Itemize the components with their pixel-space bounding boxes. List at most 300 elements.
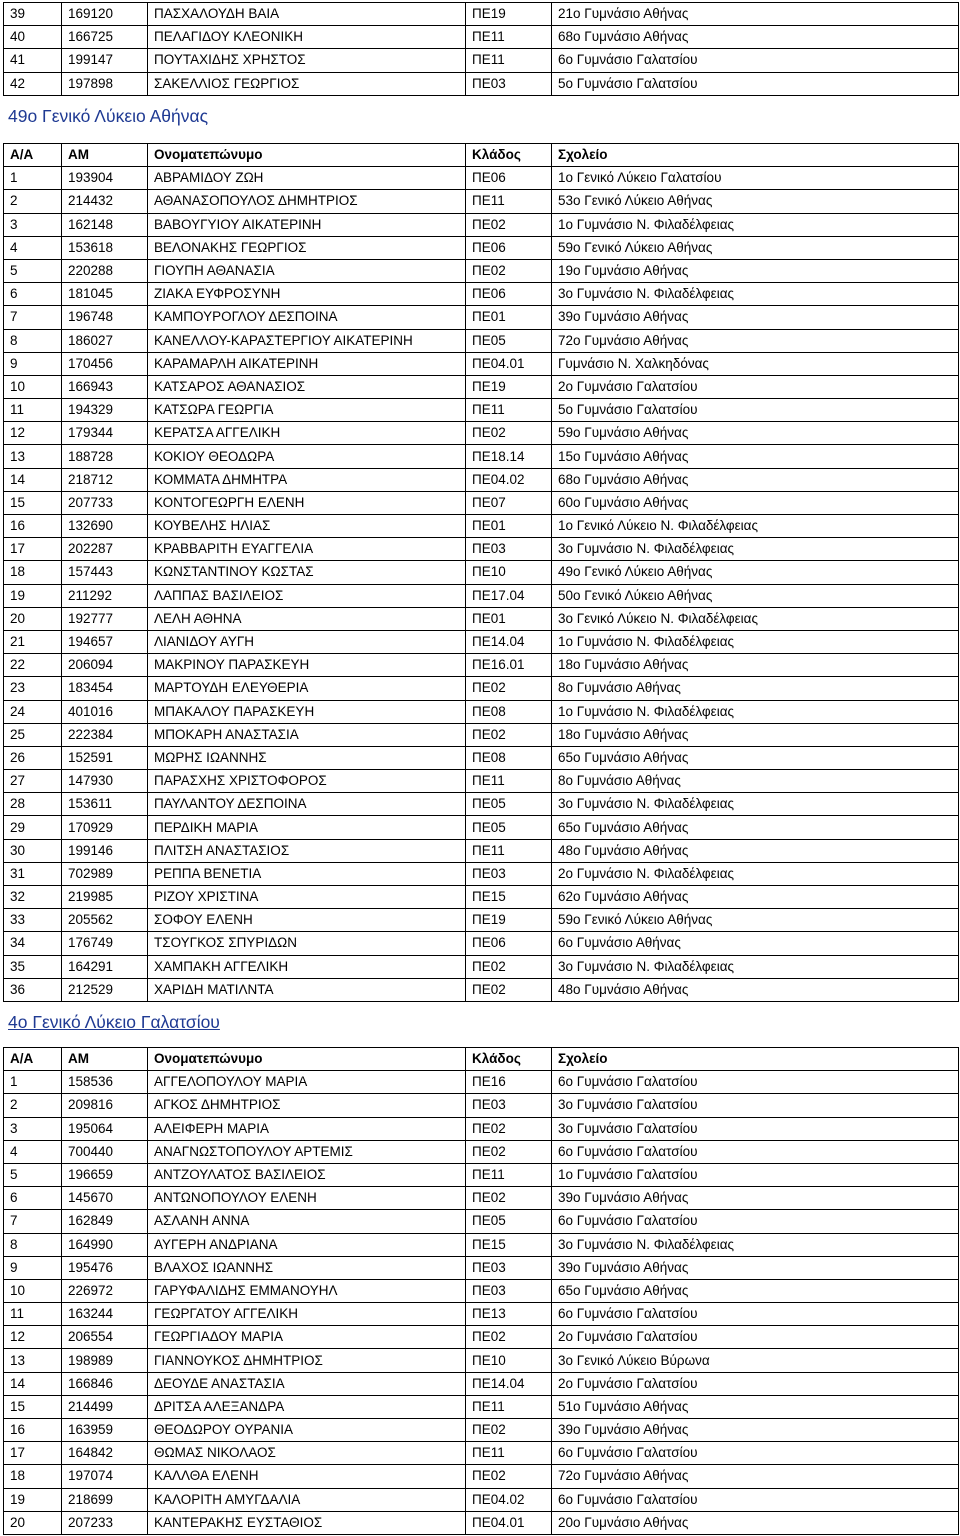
- cell-specialty: ΠΕ11: [466, 1395, 552, 1418]
- cell-school: 51ο Γυμνάσιο Αθήνας: [552, 1395, 959, 1418]
- table-row: [4, 1140, 959, 1163]
- cell-full-name: ΑΛΕΙΦΕΡΗ ΜΑΡΙΑ: [148, 1117, 466, 1140]
- cell-am: 170929: [62, 816, 148, 839]
- cell-row-number: 13: [4, 1349, 62, 1372]
- cell-am: 209816: [62, 1094, 148, 1117]
- cell-row-number: 22: [4, 654, 62, 677]
- table-row: [4, 1372, 959, 1395]
- table-row: [4, 1094, 959, 1117]
- cell-specialty: ΠΕ15: [466, 1233, 552, 1256]
- cell-full-name: ΚΑΤΣΩΡΑ ΓΕΩΡΓΙΑ: [148, 399, 466, 422]
- cell-specialty: ΠΕ06: [466, 167, 552, 190]
- table-row: [4, 561, 959, 584]
- cell-am: 132690: [62, 515, 148, 538]
- cell-specialty: ΠΕ16: [466, 1071, 552, 1094]
- cell-full-name: ΤΣΟΥΓΚΟΣ ΣΠΥΡΙΔΩΝ: [148, 932, 466, 955]
- cell-school: 6ο Γυμνάσιο Γαλατσίου: [552, 1303, 959, 1326]
- cell-row-number: 2: [4, 1094, 62, 1117]
- cell-full-name: ΚΟΝΤΟΓΕΩΡΓΗ ΕΛΕΝΗ: [148, 491, 466, 514]
- cell-am: 166846: [62, 1372, 148, 1395]
- header-specialty: Κλάδος: [466, 144, 552, 167]
- cell-school: 39ο Γυμνάσιο Αθήνας: [552, 1187, 959, 1210]
- cell-row-number: 9: [4, 1256, 62, 1279]
- cell-am: 163244: [62, 1303, 148, 1326]
- cell-specialty: ΠΕ03: [466, 72, 552, 95]
- cell-am: 206094: [62, 654, 148, 677]
- cell-school: 6ο Γυμνάσιο Γαλατσίου: [552, 1140, 959, 1163]
- header-specialty: Κλάδος: [466, 1048, 552, 1071]
- cell-am: 195064: [62, 1117, 148, 1140]
- cell-row-number: 36: [4, 978, 62, 1001]
- cell-school: 3ο Γυμνάσιο Γαλατσίου: [552, 1117, 959, 1140]
- cell-specialty: ΠΕ02: [466, 1187, 552, 1210]
- header-school: Σχολείο: [552, 144, 959, 167]
- cell-specialty: ΠΕ19: [466, 909, 552, 932]
- cell-am: 199146: [62, 839, 148, 862]
- table-row: [4, 630, 959, 653]
- cell-row-number: 19: [4, 584, 62, 607]
- cell-specialty: ΠΕ02: [466, 677, 552, 700]
- cell-am: 158536: [62, 1071, 148, 1094]
- cell-am: 197074: [62, 1465, 148, 1488]
- cell-full-name: ΒΛΑΧΟΣ ΙΩΑΝΝΗΣ: [148, 1256, 466, 1279]
- cell-specialty: ΠΕ11: [466, 190, 552, 213]
- table-row: [4, 491, 959, 514]
- cell-full-name: ΑΝΤΖΟΥΛΑΤΟΣ ΒΑΣΙΛΕΙΟΣ: [148, 1163, 466, 1186]
- table-row: [4, 375, 959, 398]
- cell-full-name: ΔΕΟΥΔΕ ΑΝΑΣΤΑΣΙΑ: [148, 1372, 466, 1395]
- cell-am: 211292: [62, 584, 148, 607]
- cell-specialty: ΠΕ02: [466, 1117, 552, 1140]
- cell-specialty: ΠΕ14.04: [466, 630, 552, 653]
- cell-full-name: ΓΑΡΥΦΑΛΙΔΗΣ ΕΜΜΑΝΟΥΗΛ: [148, 1279, 466, 1302]
- cell-specialty: ΠΕ11: [466, 26, 552, 49]
- table-row: [4, 584, 959, 607]
- table-row: [4, 886, 959, 909]
- cell-school: 1ο Γυμνάσιο Ν. Φιλαδέλφειας: [552, 630, 959, 653]
- table-row: [4, 1419, 959, 1442]
- cell-specialty: ΠΕ04.02: [466, 1488, 552, 1511]
- cell-specialty: ΠΕ17.04: [466, 584, 552, 607]
- table-row: [4, 1233, 959, 1256]
- cell-am: 198989: [62, 1349, 148, 1372]
- table-row: [4, 538, 959, 561]
- cell-specialty: ΠΕ02: [466, 1465, 552, 1488]
- cell-school: 62ο Γυμνάσιο Αθήνας: [552, 886, 959, 909]
- cell-school: 48ο Γυμνάσιο Αθήνας: [552, 839, 959, 862]
- section-title-4-lykeio-galatsiou: 4ο Γενικό Λύκειο Γαλατσίου: [8, 1012, 220, 1032]
- cell-specialty: ΠΕ02: [466, 213, 552, 236]
- cell-am: 192777: [62, 607, 148, 630]
- cell-row-number: 14: [4, 1372, 62, 1395]
- cell-school: 6ο Γυμνάσιο Αθήνας: [552, 932, 959, 955]
- cell-row-number: 28: [4, 793, 62, 816]
- cell-row-number: 8: [4, 329, 62, 352]
- table-row: [4, 723, 959, 746]
- cell-row-number: 15: [4, 1395, 62, 1418]
- cell-school: 1ο Γυμνάσιο Ν. Φιλαδέλφειας: [552, 700, 959, 723]
- table-row: [4, 26, 959, 49]
- cell-am: 222384: [62, 723, 148, 746]
- table-row: [4, 909, 959, 932]
- cell-full-name: ΘΩΜΑΣ ΝΙΚΟΛΑΟΣ: [148, 1442, 466, 1465]
- cell-school: 3ο Γυμνάσιο Γαλατσίου: [552, 1094, 959, 1117]
- cell-full-name: ΠΑΣΧΑΛΟΥΔΗ ΒΑΙΑ: [148, 3, 466, 26]
- cell-row-number: 20: [4, 607, 62, 630]
- cell-full-name: ΑΘΑΝΑΣΟΠΟΥΛΟΣ ΔΗΜΗΤΡΙΟΣ: [148, 190, 466, 213]
- table-row: [4, 1442, 959, 1465]
- cell-full-name: ΜΠΑΚΑΛΟΥ ΠΑΡΑΣΚΕΥΗ: [148, 700, 466, 723]
- cell-row-number: 6: [4, 1187, 62, 1210]
- cell-specialty: ΠΕ15: [466, 886, 552, 909]
- cell-specialty: ΠΕ02: [466, 1326, 552, 1349]
- table-row: [4, 955, 959, 978]
- cell-am: 206554: [62, 1326, 148, 1349]
- cell-full-name: ΚΟΥΒΕΛΗΣ ΗΛΙΑΣ: [148, 515, 466, 538]
- cell-full-name: ΜΠΟΚΑΡΗ ΑΝΑΣΤΑΣΙΑ: [148, 723, 466, 746]
- table-row: [4, 654, 959, 677]
- table-row: [4, 190, 959, 213]
- cell-am: 194657: [62, 630, 148, 653]
- table-row: [4, 49, 959, 72]
- cell-full-name: ΛΙΑΝΙΔΟΥ ΑΥΓΗ: [148, 630, 466, 653]
- table-row: [4, 1187, 959, 1210]
- cell-school: 65ο Γυμνάσιο Αθήνας: [552, 746, 959, 769]
- cell-row-number: 35: [4, 955, 62, 978]
- table-row: [4, 3, 959, 26]
- cell-full-name: ΠΕΛΑΓΙΔΟΥ ΚΛΕΟΝΙΚΗ: [148, 26, 466, 49]
- section-title-49-lykeio: 49ο Γενικό Λύκειο Αθήνας: [8, 106, 209, 126]
- section1-table: [3, 143, 959, 1002]
- cell-row-number: 26: [4, 746, 62, 769]
- cell-row-number: 21: [4, 630, 62, 653]
- table-row: [4, 770, 959, 793]
- cell-row-number: 19: [4, 1488, 62, 1511]
- cell-row-number: 34: [4, 932, 62, 955]
- cell-school: 6ο Γυμνάσιο Γαλατσίου: [552, 1071, 959, 1094]
- cell-am: 164990: [62, 1233, 148, 1256]
- table-row: [4, 839, 959, 862]
- cell-am: 166943: [62, 375, 148, 398]
- cell-specialty: ΠΕ10: [466, 561, 552, 584]
- table-row: [4, 1210, 959, 1233]
- cell-specialty: ΠΕ05: [466, 329, 552, 352]
- cell-specialty: ΠΕ07: [466, 491, 552, 514]
- cell-specialty: ΠΕ03: [466, 538, 552, 561]
- cell-school: 68ο Γυμνάσιο Αθήνας: [552, 26, 959, 49]
- cell-row-number: 15: [4, 491, 62, 514]
- cell-full-name: ΠΛΙΤΣΗ ΑΝΑΣΤΑΣΙΟΣ: [148, 839, 466, 862]
- cell-specialty: ΠΕ16.01: [466, 654, 552, 677]
- cell-am: 212529: [62, 978, 148, 1001]
- cell-specialty: ΠΕ11: [466, 49, 552, 72]
- cell-am: 218699: [62, 1488, 148, 1511]
- header-school: Σχολείο: [552, 1048, 959, 1071]
- table-row: [4, 1488, 959, 1511]
- cell-full-name: ΑΓΓΕΛΟΠΟΥΛΟΥ ΜΑΡΙΑ: [148, 1071, 466, 1094]
- cell-row-number: 33: [4, 909, 62, 932]
- table-row: [4, 445, 959, 468]
- cell-am: 199147: [62, 49, 148, 72]
- cell-specialty: ΠΕ05: [466, 816, 552, 839]
- cell-full-name: ΠΕΡΔΙΚΗ ΜΑΡΙΑ: [148, 816, 466, 839]
- cell-full-name: ΧΑΜΠΑΚΗ ΑΓΓΕΛΙΚΗ: [148, 955, 466, 978]
- cell-specialty: ΠΕ19: [466, 375, 552, 398]
- table-row: [4, 1117, 959, 1140]
- cell-am: 153611: [62, 793, 148, 816]
- cell-full-name: ΚΑΝΕΛΛΟΥ-ΚΑΡΑΣΤΕΡΓΙΟΥ ΑΙΚΑΤΕΡΙΝΗ: [148, 329, 466, 352]
- table-row: [4, 1071, 959, 1094]
- cell-row-number: 12: [4, 1326, 62, 1349]
- table-row: [4, 607, 959, 630]
- table-row: [4, 1279, 959, 1302]
- cell-am: 166725: [62, 26, 148, 49]
- header-am: ΑΜ: [62, 1048, 148, 1071]
- cell-am: 207733: [62, 491, 148, 514]
- header-full-name: Ονοματεπώνυμο: [148, 1048, 466, 1071]
- header-row-number: Α/Α: [4, 144, 62, 167]
- cell-row-number: 42: [4, 72, 62, 95]
- cell-specialty: ΠΕ04.01: [466, 1511, 552, 1534]
- cell-am: 700440: [62, 1140, 148, 1163]
- cell-row-number: 17: [4, 538, 62, 561]
- cell-school: 19ο Γυμνάσιο Αθήνας: [552, 259, 959, 282]
- cell-am: 152591: [62, 746, 148, 769]
- cell-row-number: 25: [4, 723, 62, 746]
- table-row: [4, 1163, 959, 1186]
- cell-am: 205562: [62, 909, 148, 932]
- cell-school: 3ο Γυμνάσιο Ν. Φιλαδέλφειας: [552, 793, 959, 816]
- cell-specialty: ΠΕ01: [466, 515, 552, 538]
- cell-full-name: ΠΑΡΑΣΧΗΣ ΧΡΙΣΤΟΦΟΡΟΣ: [148, 770, 466, 793]
- cell-am: 179344: [62, 422, 148, 445]
- cell-school: 3ο Γυμνάσιο Ν. Φιλαδέλφειας: [552, 538, 959, 561]
- cell-row-number: 5: [4, 1163, 62, 1186]
- header-am: ΑΜ: [62, 144, 148, 167]
- cell-am: 219985: [62, 886, 148, 909]
- table-row: [4, 515, 959, 538]
- cell-school: 1ο Γενικό Λύκειο Ν. Φιλαδέλφειας: [552, 515, 959, 538]
- cell-am: 163959: [62, 1419, 148, 1442]
- cell-row-number: 12: [4, 422, 62, 445]
- cell-school: 49ο Γενικό Λύκειο Αθήνας: [552, 561, 959, 584]
- cell-full-name: ΚΑΝΤΕΡΑΚΗΣ ΕΥΣΤΑΘΙΟΣ: [148, 1511, 466, 1534]
- cell-school: 39ο Γυμνάσιο Αθήνας: [552, 1256, 959, 1279]
- cell-school: 59ο Γυμνάσιο Αθήνας: [552, 422, 959, 445]
- cell-full-name: ΠΑΥΛΑΝΤΟΥ ΔΕΣΠΟΙΝΑ: [148, 793, 466, 816]
- cell-row-number: 10: [4, 1279, 62, 1302]
- cell-full-name: ΠΟΥΤΑΧΙΔΗΣ ΧΡΗΣΤΟΣ: [148, 49, 466, 72]
- cell-full-name: ΑΒΡΑΜΙΔΟΥ ΖΩΗ: [148, 167, 466, 190]
- table-row: [4, 422, 959, 445]
- cell-specialty: ΠΕ02: [466, 422, 552, 445]
- table-row: [4, 72, 959, 95]
- header-row-number: Α/Α: [4, 1048, 62, 1071]
- cell-am: 170456: [62, 352, 148, 375]
- cell-school: 72ο Γυμνάσιο Αθήνας: [552, 329, 959, 352]
- cell-row-number: 11: [4, 1303, 62, 1326]
- cell-am: 169120: [62, 3, 148, 26]
- cell-row-number: 24: [4, 700, 62, 723]
- cell-row-number: 11: [4, 399, 62, 422]
- cell-school: 65ο Γυμνάσιο Αθήνας: [552, 816, 959, 839]
- cell-school: 15ο Γυμνάσιο Αθήνας: [552, 445, 959, 468]
- section2-table: [3, 1047, 959, 1535]
- cell-specialty: ΠΕ06: [466, 932, 552, 955]
- header-full-name: Ονοματεπώνυμο: [148, 144, 466, 167]
- cell-am: 145670: [62, 1187, 148, 1210]
- cell-am: 214499: [62, 1395, 148, 1418]
- cell-am: 186027: [62, 329, 148, 352]
- cell-row-number: 4: [4, 236, 62, 259]
- cell-school: 59ο Γενικό Λύκειο Αθήνας: [552, 909, 959, 932]
- cell-full-name: ΑΝΤΩΝΟΠΟΥΛΟΥ ΕΛΕΝΗ: [148, 1187, 466, 1210]
- cell-specialty: ΠΕ06: [466, 236, 552, 259]
- cell-row-number: 6: [4, 283, 62, 306]
- cell-full-name: ΜΩΡΗΣ ΙΩΑΝΝΗΣ: [148, 746, 466, 769]
- cell-row-number: 41: [4, 49, 62, 72]
- table-row: [4, 283, 959, 306]
- cell-row-number: 16: [4, 1419, 62, 1442]
- cell-specialty: ΠΕ02: [466, 955, 552, 978]
- cell-full-name: ΚΑΛΛΘΑ ΕΛΕΝΗ: [148, 1465, 466, 1488]
- table-row: [4, 978, 959, 1001]
- table-row: [4, 213, 959, 236]
- cell-am: 197898: [62, 72, 148, 95]
- cell-row-number: 2: [4, 190, 62, 213]
- cell-specialty: ΠΕ02: [466, 978, 552, 1001]
- cell-school: 39ο Γυμνάσιο Αθήνας: [552, 1419, 959, 1442]
- cell-am: 196748: [62, 306, 148, 329]
- table-row: [4, 793, 959, 816]
- cell-school: 2ο Γυμνάσιο Γαλατσίου: [552, 1326, 959, 1349]
- cell-full-name: ΜΑΚΡΙΝΟΥ ΠΑΡΑΣΚΕΥΗ: [148, 654, 466, 677]
- cell-row-number: 32: [4, 886, 62, 909]
- cell-am: 176749: [62, 932, 148, 955]
- cell-specialty: ΠΕ13: [466, 1303, 552, 1326]
- cell-full-name: ΓΙΟΥΠΗ ΑΘΑΝΑΣΙΑ: [148, 259, 466, 282]
- table-row: [4, 1303, 959, 1326]
- table-row: [4, 1465, 959, 1488]
- table-row: [4, 932, 959, 955]
- cell-row-number: 1: [4, 167, 62, 190]
- cell-am: 164291: [62, 955, 148, 978]
- cell-school: 18ο Γυμνάσιο Αθήνας: [552, 723, 959, 746]
- cell-am: 218712: [62, 468, 148, 491]
- cell-specialty: ΠΕ19: [466, 3, 552, 26]
- table-row: [4, 352, 959, 375]
- cell-row-number: 27: [4, 770, 62, 793]
- cell-full-name: ΚΟΜΜΑΤΑ ΔΗΜΗΤΡΑ: [148, 468, 466, 491]
- cell-full-name: ΚΑΛΟΡΙΤΗ ΑΜΥΓΔΑΛΙΑ: [148, 1488, 466, 1511]
- cell-row-number: 4: [4, 1140, 62, 1163]
- cell-specialty: ΠΕ03: [466, 862, 552, 885]
- cell-row-number: 3: [4, 1117, 62, 1140]
- table-row: [4, 468, 959, 491]
- cell-specialty: ΠΕ14.04: [466, 1372, 552, 1395]
- cell-full-name: ΔΡΙΤΣΑ ΑΛΕΞΑΝΔΡΑ: [148, 1395, 466, 1418]
- cell-am: 702989: [62, 862, 148, 885]
- cell-full-name: ΖΙΑΚΑ ΕΥΦΡΟΣΥΝΗ: [148, 283, 466, 306]
- cell-row-number: 20: [4, 1511, 62, 1534]
- cell-row-number: 7: [4, 1210, 62, 1233]
- cell-am: 181045: [62, 283, 148, 306]
- cell-full-name: ΚΟΚΙΟΥ ΘΕΟΔΩΡΑ: [148, 445, 466, 468]
- cell-full-name: ΓΕΩΡΓΑΤΟΥ ΑΓΓΕΛΙΚΗ: [148, 1303, 466, 1326]
- table-row: [4, 862, 959, 885]
- cell-row-number: 10: [4, 375, 62, 398]
- cell-school: 5ο Γυμνάσιο Γαλατσίου: [552, 72, 959, 95]
- cell-row-number: 18: [4, 561, 62, 584]
- cell-full-name: ΜΑΡΤΟΥΔΗ ΕΛΕΥΘΕΡΙΑ: [148, 677, 466, 700]
- cell-specialty: ΠΕ05: [466, 1210, 552, 1233]
- cell-school: 1ο Γυμνάσιο Ν. Φιλαδέλφειας: [552, 213, 959, 236]
- cell-school: 48ο Γυμνάσιο Αθήνας: [552, 978, 959, 1001]
- cell-specialty: ΠΕ02: [466, 1140, 552, 1163]
- cell-full-name: ΡΕΠΠΑ ΒΕΝΕΤΙΑ: [148, 862, 466, 885]
- cell-am: 207233: [62, 1511, 148, 1534]
- cell-am: 188728: [62, 445, 148, 468]
- cell-full-name: ΘΕΟΔΩΡΟΥ ΟΥΡΑΝΙΑ: [148, 1419, 466, 1442]
- cell-full-name: ΑΓΚΟΣ ΔΗΜΗΤΡΙΟΣ: [148, 1094, 466, 1117]
- cell-am: 214432: [62, 190, 148, 213]
- cell-school: 39ο Γυμνάσιο Αθήνας: [552, 306, 959, 329]
- cell-full-name: ΓΕΩΡΓΙΑΔΟΥ ΜΑΡΙΑ: [148, 1326, 466, 1349]
- cell-specialty: ΠΕ02: [466, 723, 552, 746]
- cell-specialty: ΠΕ01: [466, 607, 552, 630]
- cell-specialty: ΠΕ10: [466, 1349, 552, 1372]
- cell-am: 401016: [62, 700, 148, 723]
- cell-row-number: 7: [4, 306, 62, 329]
- cell-full-name: ΚΡΑΒΒΑΡΙΤΗ ΕΥΑΓΓΕΛΙΑ: [148, 538, 466, 561]
- cell-am: 193904: [62, 167, 148, 190]
- cell-row-number: 23: [4, 677, 62, 700]
- table-row: [4, 259, 959, 282]
- cell-school: 50ο Γενικό Λύκειο Αθήνας: [552, 584, 959, 607]
- cell-school: 60ο Γυμνάσιο Αθήνας: [552, 491, 959, 514]
- cell-school: 3ο Γενικό Λύκειο Ν. Φιλαδέλφειας: [552, 607, 959, 630]
- cell-school: 2ο Γυμνάσιο Ν. Φιλαδέλφειας: [552, 862, 959, 885]
- cell-row-number: 8: [4, 1233, 62, 1256]
- cell-am: 162849: [62, 1210, 148, 1233]
- cell-specialty: ΠΕ03: [466, 1279, 552, 1302]
- cell-specialty: ΠΕ04.02: [466, 468, 552, 491]
- table-row: [4, 746, 959, 769]
- cell-am: 194329: [62, 399, 148, 422]
- table-row: [4, 1326, 959, 1349]
- cell-specialty: ΠΕ08: [466, 746, 552, 769]
- table-row: [4, 167, 959, 190]
- cell-school: 3ο Γυμνάσιο Ν. Φιλαδέλφειας: [552, 1233, 959, 1256]
- cell-full-name: ΚΑΡΑΜΑΡΛΗ ΑΙΚΑΤΕΡΙΝΗ: [148, 352, 466, 375]
- cell-full-name: ΓΙΑΝΝΟΥΚΟΣ ΔΗΜΗΤΡΙΟΣ: [148, 1349, 466, 1372]
- cell-school: 2ο Γυμνάσιο Γαλατσίου: [552, 375, 959, 398]
- cell-school: 6ο Γυμνάσιο Γαλατσίου: [552, 1488, 959, 1511]
- cell-am: 157443: [62, 561, 148, 584]
- cell-row-number: 17: [4, 1442, 62, 1465]
- cell-full-name: ΡΙΖΟΥ ΧΡΙΣΤΙΝΑ: [148, 886, 466, 909]
- table-row: [4, 816, 959, 839]
- table-row: [4, 677, 959, 700]
- cell-am: 195476: [62, 1256, 148, 1279]
- cell-specialty: ΠΕ02: [466, 1419, 552, 1442]
- cell-am: 196659: [62, 1163, 148, 1186]
- cell-specialty: ΠΕ02: [466, 259, 552, 282]
- cell-row-number: 14: [4, 468, 62, 491]
- cell-row-number: 1: [4, 1071, 62, 1094]
- cell-specialty: ΠΕ04.01: [466, 352, 552, 375]
- cell-am: 220288: [62, 259, 148, 282]
